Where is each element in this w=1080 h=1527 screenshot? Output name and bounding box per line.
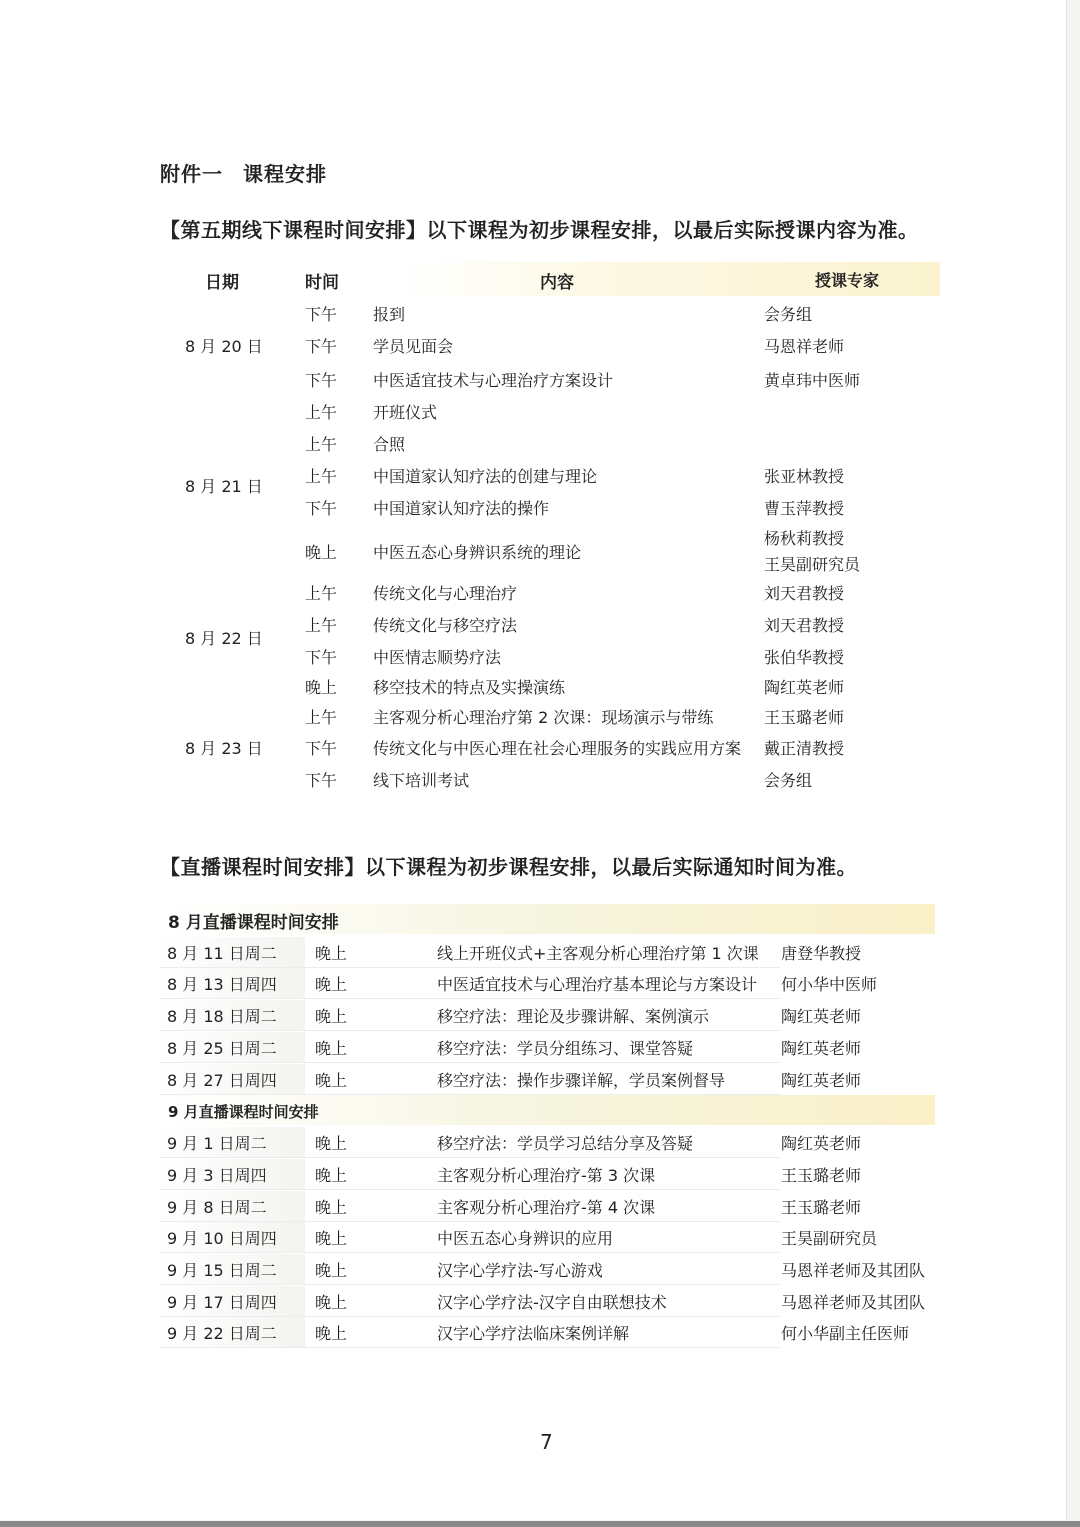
live-section-heading: 【直播课程时间安排】以下课程为初步课程安排，以最后实际通知时间为准。 — [160, 855, 857, 879]
row-time: 上午 — [305, 467, 338, 486]
row-expert: 张伯华教授 — [764, 648, 845, 667]
schedule-row — [0, 368, 1080, 398]
live-expert: 陶红英老师 — [781, 1039, 862, 1058]
appendix-label: 附件一 — [160, 162, 223, 186]
row-content: 传统文化与中医心理在社会心理服务的实践应用方案 — [373, 739, 742, 758]
offline-section-heading: 【第五期线下课程时间安排】以下课程为初步课程安排，以最后实际授课内容为准。 — [160, 218, 919, 242]
live-expert: 陶红英老师 — [781, 1071, 862, 1090]
live-expert: 马恩祥老师及其团队 — [781, 1293, 926, 1312]
live-row — [160, 1000, 935, 1031]
live-time: 晚上 — [315, 1198, 348, 1217]
live-content: 中医适宜技术与心理治疗基本理论与方案设计 — [437, 975, 758, 994]
schedule-row — [0, 432, 1080, 462]
row-content: 报到 — [373, 305, 406, 324]
live-date: 9 月 17 日周四 — [167, 1293, 277, 1312]
live-date: 9 月 1 日周二 — [167, 1134, 267, 1153]
schedule-row — [0, 705, 1080, 735]
schedule-row — [0, 464, 1080, 494]
live-content: 主客观分析心理治疗-第 3 次课 — [437, 1166, 656, 1185]
header-time: 时间 — [305, 273, 339, 293]
september-subheading — [160, 1095, 935, 1125]
live-row — [160, 1159, 935, 1190]
live-expert: 王玉璐老师 — [781, 1166, 862, 1185]
live-row — [160, 1222, 935, 1253]
header-expert: 授课专家 — [815, 271, 880, 290]
row-expert: 刘天君教授 — [764, 584, 845, 603]
row-expert: 陶红英老师 — [764, 678, 845, 697]
live-date: 9 月 15 日周二 — [167, 1261, 277, 1280]
row-time: 下午 — [305, 371, 338, 390]
schedule-row — [0, 645, 1080, 675]
row-content: 移空技术的特点及实操演练 — [373, 678, 566, 697]
live-time: 晚上 — [315, 1071, 348, 1090]
row-content: 线下培训考试 — [373, 771, 470, 790]
row-content: 学员见面会 — [373, 337, 454, 356]
august-subheading — [160, 904, 935, 934]
live-time: 晚上 — [315, 1229, 348, 1248]
live-expert: 王昊副研究员 — [781, 1229, 878, 1248]
live-date: 8 月 13 日周四 — [167, 975, 277, 994]
offline-table-header — [160, 262, 940, 296]
date-group-label: 8 月 22 日 — [185, 629, 263, 648]
live-content: 汉字心学疗法-汉字自由联想技术 — [437, 1293, 667, 1312]
row-expert: 会务组 — [764, 771, 813, 790]
live-content: 移空疗法：学员分组练习、课堂答疑 — [437, 1039, 694, 1058]
row-time: 下午 — [305, 648, 338, 667]
live-expert: 马恩祥老师及其团队 — [781, 1261, 926, 1280]
schedule-row — [0, 675, 1080, 705]
appendix-title: 课程安排 — [243, 162, 327, 186]
live-time: 晚上 — [315, 975, 348, 994]
row-content: 传统文化与心理治疗 — [373, 584, 518, 603]
row-expert: 马恩祥老师 — [764, 337, 845, 356]
schedule-row — [0, 581, 1080, 611]
live-date: 8 月 18 日周二 — [167, 1007, 277, 1026]
live-content: 移空疗法：理论及步骤讲解、案例演示 — [437, 1007, 710, 1026]
live-row — [160, 1286, 935, 1317]
live-row — [160, 1032, 935, 1063]
appendix-heading — [160, 158, 327, 187]
date-group-label: 8 月 23 日 — [185, 739, 263, 758]
live-row — [160, 968, 935, 999]
row-expert: 曹玉萍教授 — [764, 499, 845, 518]
live-content: 线上开班仪式+主客观分析心理治疗第 1 次课 — [437, 944, 759, 963]
live-date: 9 月 22 日周二 — [167, 1324, 277, 1343]
september-title: 9 月直播课程时间安排 — [168, 1103, 319, 1121]
august-title: 8 月直播课程时间安排 — [168, 913, 339, 933]
row-time: 下午 — [305, 499, 338, 518]
live-row — [160, 1254, 935, 1285]
live-expert: 陶红英老师 — [781, 1134, 862, 1153]
row-time: 下午 — [305, 337, 338, 356]
schedule-row — [0, 302, 1080, 332]
row-expert: 王玉璐老师 — [764, 708, 845, 727]
row-expert: 刘天君教授 — [764, 616, 845, 635]
row-time: 上午 — [305, 616, 338, 635]
live-time: 晚上 — [315, 1293, 348, 1312]
date-group-label: 8 月 20 日 — [185, 337, 263, 356]
schedule-row — [0, 334, 1080, 364]
live-date: 9 月 10 日周四 — [167, 1229, 277, 1248]
live-content: 中医五态心身辨识的应用 — [437, 1229, 614, 1248]
row-expert: 黄卓玮中医师 — [764, 371, 861, 390]
row-expert: 张亚林教授 — [764, 467, 845, 486]
live-expert: 王玉璐老师 — [781, 1198, 862, 1217]
schedule-row — [0, 526, 1080, 576]
row-time: 晚上 — [305, 543, 338, 562]
live-time: 晚上 — [315, 1039, 348, 1058]
scan-bottom-edge — [0, 1521, 1080, 1527]
schedule-row — [0, 768, 1080, 798]
row-time: 上午 — [305, 584, 338, 603]
row-time: 上午 — [305, 435, 338, 454]
row-content: 中医五态心身辨识系统的理论 — [373, 543, 582, 562]
row-content: 中医适宜技术与心理治疗方案设计 — [373, 371, 614, 390]
row-time: 下午 — [305, 305, 338, 324]
live-row — [160, 1127, 935, 1158]
live-date: 9 月 8 日周二 — [167, 1198, 267, 1217]
live-date: 8 月 25 日周二 — [167, 1039, 277, 1058]
live-row — [160, 1191, 935, 1222]
row-time: 下午 — [305, 739, 338, 758]
row-expert: 杨秋莉教授 — [764, 529, 845, 548]
live-date: 9 月 3 日周四 — [167, 1166, 267, 1185]
live-row — [160, 1317, 935, 1348]
page-number: 7 — [540, 1430, 553, 1454]
live-expert: 唐登华教授 — [781, 944, 862, 963]
live-content: 汉字心学疗法-写心游戏 — [437, 1261, 603, 1280]
live-expert: 何小华中医师 — [781, 975, 878, 994]
row-content: 中国道家认知疗法的创建与理论 — [373, 467, 598, 486]
row-content: 传统文化与移空疗法 — [373, 616, 518, 635]
date-group-label: 8 月 21 日 — [185, 477, 263, 496]
live-time: 晚上 — [315, 1134, 348, 1153]
row-content: 开班仪式 — [373, 403, 438, 422]
live-row — [160, 1064, 935, 1095]
row-content: 主客观分析心理治疗第 2 次课：现场演示与带练 — [373, 708, 714, 727]
header-content: 内容 — [540, 273, 574, 293]
live-expert: 何小华副主任医师 — [781, 1324, 910, 1343]
live-date: 8 月 27 日周四 — [167, 1071, 277, 1090]
schedule-row — [0, 736, 1080, 766]
live-content: 主客观分析心理治疗-第 4 次课 — [437, 1198, 656, 1217]
live-time: 晚上 — [315, 944, 348, 963]
live-time: 晚上 — [315, 1324, 348, 1343]
header-date: 日期 — [205, 273, 239, 293]
row-expert-secondary: 王昊副研究员 — [764, 555, 861, 574]
row-time: 下午 — [305, 771, 338, 790]
row-content: 中医情志顺势疗法 — [373, 648, 502, 667]
row-expert: 会务组 — [764, 305, 813, 324]
live-date: 8 月 11 日周二 — [167, 944, 277, 963]
live-time: 晚上 — [315, 1166, 348, 1185]
row-time: 晚上 — [305, 678, 338, 697]
schedule-row — [0, 400, 1080, 430]
live-content: 移空疗法：学员学习总结分享及答疑 — [437, 1134, 694, 1153]
row-content: 中国道家认知疗法的操作 — [373, 499, 550, 518]
row-time: 上午 — [305, 708, 338, 727]
live-expert: 陶红英老师 — [781, 1007, 862, 1026]
row-content: 合照 — [373, 435, 406, 454]
live-row — [160, 937, 935, 968]
live-time: 晚上 — [315, 1261, 348, 1280]
schedule-row — [0, 613, 1080, 643]
row-time: 上午 — [305, 403, 338, 422]
live-content: 汉字心学疗法临床案例详解 — [437, 1324, 630, 1343]
live-time: 晚上 — [315, 1007, 348, 1026]
row-expert: 戴正清教授 — [764, 739, 845, 758]
schedule-row — [0, 496, 1080, 526]
live-content: 移空疗法：操作步骤详解，学员案例督导 — [437, 1071, 726, 1090]
